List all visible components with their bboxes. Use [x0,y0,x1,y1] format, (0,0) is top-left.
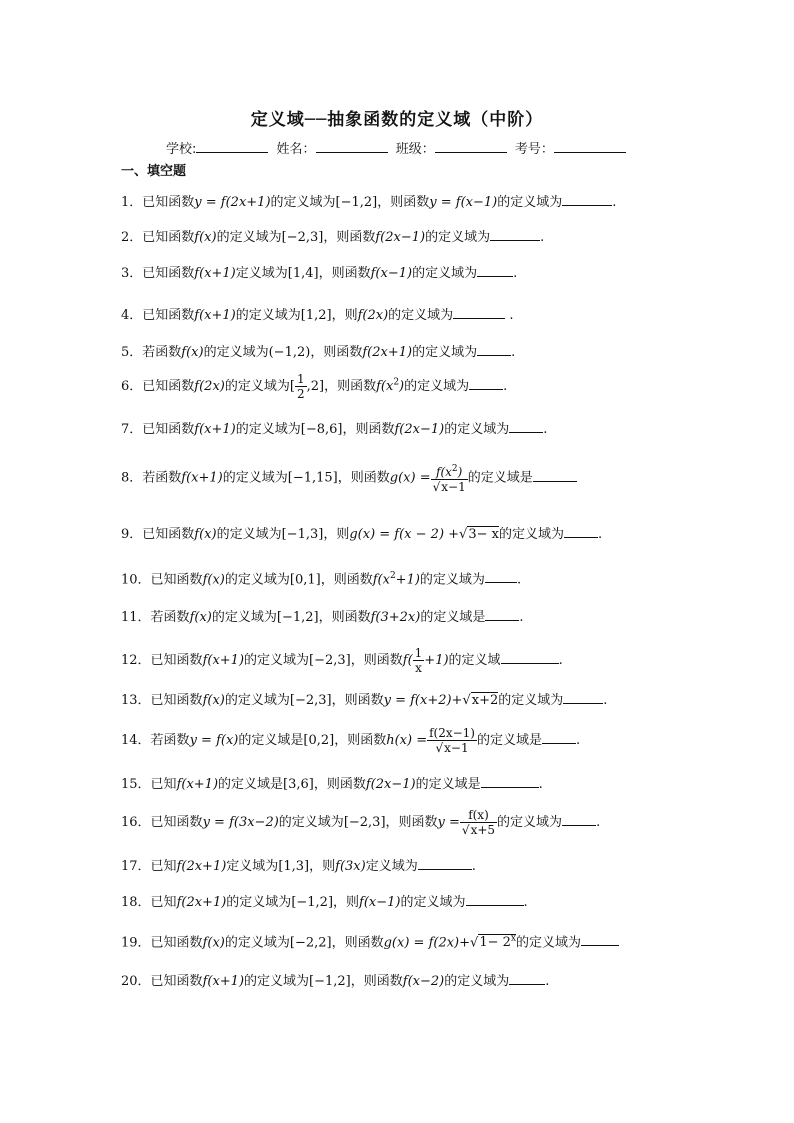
question-18: 18．已知f(2x+1)的定义域为[−1,2]，则f(x−1)的定义域为 . [121,895,528,910]
question-2: 2．已知函数f(x)的定义域为[−2,3]，则函数f(2x−1)的定义域为 . [121,230,545,245]
question-text: 的定义域为 [497,815,563,830]
math-expression: f(2x) [194,379,225,394]
question-text: 的定义域为 [235,422,301,437]
math-expression: ) [399,379,405,394]
math-expression: f(x+1) [194,308,236,323]
math-expression: y = [437,815,460,830]
question-text: 的定义域是 [415,777,481,792]
question-text: 已知函数 [142,230,195,245]
answer-blank[interactable] [418,857,472,870]
question-text: ，则函数 [313,777,366,792]
question-number: 11． [121,610,151,625]
math-expression: [−1,3] [281,527,324,542]
question-text: 的定义域为 [224,693,290,708]
question-text: 已知函数 [142,422,195,437]
fraction-numerator: 1 [414,646,423,660]
question-text: 的定义域为 [211,610,277,625]
question-text: ，则函数 [331,693,384,708]
math-expression: [3,6] [283,777,314,792]
math-expression: f(2x−1) [375,230,426,245]
question-number: 14． [121,733,151,748]
question-text: 的定义域为 [498,693,564,708]
question-5: 5．若函数f(x)的定义域为(−1,2)，则函数f(2x+1)的定义域为 . [121,345,516,360]
radicand: 3− x [468,527,499,542]
question-text: 的定义域为 [226,895,292,910]
math-expression: [−2,2] [289,935,332,951]
math-expression: [−1,2] [291,895,334,910]
question-text: 的定义域为 [216,527,282,542]
question-number: 20． [121,974,151,989]
question-text: 已知函数 [150,572,203,588]
question-number: 13． [121,693,151,708]
answer-blank[interactable] [501,651,559,664]
question-text: 若函数 [142,470,182,486]
question-16: 16．已知函数y = f(3x−2)的定义域为[−2,3]，则函数y = $\frac{f(x)}{√x+5}$ 的定义域为 . [121,808,601,837]
question-text: 的定义域为 [224,935,290,951]
math-expression: [−1,2] [276,610,319,625]
question-text: ，则函数 [331,935,384,951]
math-expression: f(x+1) [202,974,245,989]
math-expression: f(x) [194,527,217,542]
question-text: 已知函数 [150,974,203,989]
math-expression: f(x) [202,572,225,588]
question-text: 已知 [150,777,177,792]
question-10: 10．已知函数f(x)的定义域为[0,1]，则函数$f(x^2+1)$的定义域为 . [121,571,522,588]
math-expression: y = f(x+2)+ [383,693,463,708]
question-1: 1．已知函数y = f(2x+1)的定义域为[−1,2]，则函数y = f(x−1)的定义域为 . [121,195,617,210]
math-expression: [1,3] [278,859,310,874]
question-text: ，则 [331,308,358,323]
exponent: 2 [393,377,400,388]
question-14: 14．若函数y = f(x)的定义域是[0,2]，则函数h(x) = $\frac{f(2x-1)}{√x-1}$ 的定义域是 . [121,726,581,755]
question-text: 已知函数 [150,693,203,708]
question-text: 已知函数 [142,379,195,394]
question-text: 的定义域为 [270,195,336,210]
question-text: 的定义域是 [467,470,533,486]
fraction [427,726,477,755]
radicand [478,934,516,950]
question-text: ，则函数 [320,572,373,588]
question-17: 17．已知f(2x+1)定义域为[1,3]，则f(3x)定义域为 . [121,859,476,874]
name-blank[interactable] [316,140,388,153]
math-expression: [−2,3] [289,693,332,708]
math-expression: f(2x) [357,308,389,323]
question-text: 已知函数 [150,815,203,830]
question-text: ，则函数 [334,733,387,748]
math-expression: g(x) = f(2x)+ [383,935,471,951]
math-expression: +1) [424,653,449,668]
question-text: ，则函数 [350,653,403,668]
question-text: 的定义域为 [400,895,466,910]
student-info-line [166,138,630,157]
question-text: ，则函数 [342,422,395,437]
math-expression: f(2x+1) [362,345,413,360]
question-number: 2． [121,230,143,245]
math-expression: ,2] [306,379,325,394]
answer-blank[interactable] [533,469,577,482]
question-3: 3．已知函数f(x+1)定义域为[1,4]，则函数f(x−1)的定义域为 . [121,266,518,281]
math-expression: f(x−1) [370,266,413,281]
math-expression: f(x) [189,610,212,625]
question-text: ，则 [333,895,360,910]
math-expression: f( [402,653,413,668]
question-text: 定义域为 [226,859,279,874]
question-8 [121,462,577,494]
question-19: 19．已知函数f(x)的定义域为[−2,2]，则函数$g(x) = f(2x)+√1- 2^x$的定义域为 [121,930,619,952]
question-20: 20．已知函数f(x+1)的定义域为[−1,2]，则函数f(x−2)的定义域为 . [121,974,550,989]
question-text: 的定义域是 [420,610,486,625]
question-number: 17． [121,859,151,874]
question-6: 6．已知函数f(2x)的定义域为[ $\frac{1}{2}$ ,2]，则函数$f(x^2)$的定义域为 . [121,372,508,401]
question-number: 19． [121,935,151,951]
question-text: 的定义域为 [404,379,470,394]
question-text: ，则 [309,859,336,874]
question-number: 18． [121,895,151,910]
exponent: 2 [389,571,396,581]
question-text: 定义域为 [365,859,418,874]
fraction-numerator: f(x) [460,808,497,823]
answer-blank[interactable] [542,731,576,744]
name-label: 姓名： [276,142,316,157]
math-expression: f(2x−1) [365,777,416,792]
question-text: ，则 [323,527,350,542]
math-expression: [−2,3] [343,815,386,830]
question-text: ，则函数 [337,470,390,486]
question-text: 的定义域为 [425,230,491,245]
math-expression: f(3x) [335,859,366,874]
math-expression: f(x−2) [402,974,445,989]
answer-blank[interactable] [562,813,596,826]
math-expression: f(x+1) [202,653,245,668]
exponent: x [510,934,516,944]
math-expression: f(2x−1) [394,422,445,437]
question-number: 3． [121,266,143,281]
question-text: 的定义域为 [224,572,290,588]
question-text: 定义域为 [235,266,288,281]
question-text: 已知函数 [142,308,195,323]
radicand: x−1 [444,741,469,755]
radicand: x+2 [471,693,499,708]
answer-blank[interactable] [490,228,540,241]
math-expression: [−2,3] [281,230,324,245]
question-text: 的定义域为 [412,345,478,360]
question-number: 4． [121,308,143,323]
question-text: ，则函数 [324,379,377,394]
question-text: ，则函数 [377,195,430,210]
fraction-denominator: √x−1 [432,480,466,494]
question-text: 已知函数 [150,935,203,951]
question-text: 的定义域 [448,653,501,668]
answer-blank[interactable] [485,570,517,583]
math-expression: ) [457,465,463,479]
math-expression: (−1,2) [268,345,311,360]
answer-blank[interactable] [477,343,511,356]
math-expression: [1,4] [287,266,319,281]
math-expression: y = f(x) [189,733,239,748]
fraction-denominator: 2 [296,387,305,401]
question-text: 的定义域为 [444,422,510,437]
question-number: 15． [121,777,151,792]
math-expression: f(x+1) [176,777,219,792]
question-text: 的定义域为 [222,470,288,486]
question-text: 已知函数 [142,527,195,542]
math-expression: f(x+1) [194,266,236,281]
fraction-denominator: x [415,661,422,675]
question-text: 的定义域为 [278,815,344,830]
exponent: 2 [451,464,458,474]
fraction-numerator [431,462,468,480]
school-label: 学校: [166,142,197,157]
question-number: 9． [121,527,143,542]
math-expression: [0,2] [303,733,335,748]
question-text: 已知 [150,859,177,874]
question-text: 已知 [150,895,177,910]
question-number: 7． [121,422,143,437]
question-12: 12．已知函数f(x+1)的定义域为[−2,3]，则函数f( $\frac{1}{x}$ +1)的定义域 . [121,646,563,675]
math-expression: +1) [395,572,420,588]
question-text: 的定义域是 [238,733,304,748]
math-expression: f(x) [202,935,225,951]
question-number: 10． [121,572,151,588]
question-text: 若函数 [150,733,190,748]
answer-blank[interactable] [481,775,539,788]
math-expression: f(3+2x) [370,610,421,625]
question-text: 已知函数 [142,195,195,210]
math-expression: f(x) [181,345,204,360]
answer-blank[interactable] [466,893,524,906]
fraction [460,808,497,837]
question-text: 的定义域为 [235,308,301,323]
answer-blank[interactable] [477,264,513,277]
question-11: 11．若函数f(x)的定义域为[−1,2]，则函数f(3+2x)的定义域是 . [121,610,524,625]
fraction-numerator: 1 [296,372,305,386]
math-expression: y = f(x−1) [429,195,498,210]
math-expression: [ [289,379,295,394]
math-expression: 1− 2 [479,935,511,951]
answer-blank[interactable] [563,691,603,704]
answer-blank[interactable] [509,420,543,433]
answer-blank[interactable] [469,377,503,390]
question-text: 的定义域为 [244,653,310,668]
radicand: x−1 [441,480,466,494]
question-text: ，则函数 [318,266,371,281]
question-number: 12． [121,653,151,668]
answer-blank[interactable] [562,193,612,206]
fraction-denominator: √x−1 [435,741,469,755]
question-text: 的定义域为 [498,527,564,542]
question-9: 9．已知函数f(x)的定义域为[−1,3]，则g(x) = f(x − 2) +√3− x的定义域为 . [121,527,603,542]
exam-number-blank[interactable] [554,140,626,153]
question-text: 的定义域是 [218,777,284,792]
answer-blank[interactable] [485,608,519,621]
answer-blank[interactable] [564,525,598,538]
class-label: 班级： [395,142,435,157]
math-expression: f(x−1) [359,895,401,910]
page-title: 定义域──抽象函数的定义域（中阶） [250,110,544,130]
question-text: ，则函数 [323,230,376,245]
question-text: 的定义域为 [388,308,454,323]
answer-blank[interactable] [509,972,545,985]
math-expression: f(2x+1) [176,895,227,910]
question-text: 已知函数 [142,266,195,281]
question-text: 的定义域为 [444,974,510,989]
question-7: 7．已知函数f(x+1)的定义域为[−8,6]，则函数f(2x−1)的定义域为 . [121,422,548,437]
question-text: 的定义域为 [216,230,282,245]
math-expression: [−1,2] [335,195,378,210]
school-blank[interactable] [196,140,268,153]
question-text: 的定义域为 [497,195,563,210]
question-text: 的定义域为 [515,935,581,951]
math-expression: f(x [372,572,390,588]
question-number: 1． [121,195,143,210]
question-text: 的定义域是 [477,733,543,748]
math-expression: [−1,15] [287,470,338,486]
math-expression: [−2,3] [309,653,351,668]
math-expression: [−1,2] [309,974,351,989]
question-15: 15．已知f(x+1)的定义域是[3,6]，则函数f(2x−1)的定义域是 . [121,777,543,792]
question-13: 13．已知函数f(x)的定义域为[−2,3]，则函数y = f(x+2)+√x+2的定义域为 . [121,693,608,708]
question-text: 的定义域为 [244,974,310,989]
question-text: 的定义域为 [224,379,290,394]
exam-number-label: 考号： [514,142,554,157]
question-text: ，则函数 [310,345,363,360]
question-text: 若函数 [142,345,182,360]
question-text: 的定义域为 [419,572,485,588]
math-expression: [0,1] [289,572,321,588]
radicand: x+5 [470,823,496,837]
question-text: 若函数 [150,610,190,625]
math-expression: f(2x+1) [176,859,227,874]
math-expression: f(x) [194,230,217,245]
question-text: ，则函数 [385,815,438,830]
question-text: 已知函数 [150,653,203,668]
section-heading: 一、填空题 [121,164,187,179]
math-expression: f(x+1) [194,422,236,437]
class-blank[interactable] [435,140,507,153]
math-expression: y = f(3x−2) [202,815,279,830]
math-expression: g(x) = f(x − 2) + [349,527,460,542]
question-number: 16． [121,815,151,830]
math-expression: g(x) = [389,470,431,486]
question-text: 的定义域为 [203,345,269,360]
answer-blank[interactable] [453,306,505,319]
math-expression: f(x [376,379,394,394]
fraction-denominator: √x+5 [461,823,496,837]
fraction [413,646,425,675]
fraction [431,462,468,494]
fraction [295,372,307,401]
math-expression: f(x+1) [181,470,223,486]
math-expression: f(x [436,465,452,479]
question-text: ，则函数 [318,610,371,625]
answer-blank[interactable] [581,933,619,946]
math-expression: [1,2] [300,308,332,323]
question-4: 4．已知函数f(x+1)的定义域为[1,2]，则f(2x)的定义域为 . [121,308,514,323]
question-text: 的定义域为 [412,266,478,281]
fraction-numerator: f(2x−1) [429,726,475,740]
math-expression: y = f(2x+1) [194,195,271,210]
question-number: 8． [121,470,143,486]
question-text: ，则函数 [350,974,403,989]
math-expression: h(x) = [386,733,428,748]
math-expression: f(x) [202,693,225,708]
math-expression: [−8,6] [300,422,343,437]
question-number: 6． [121,379,143,394]
question-number: 5． [121,345,143,360]
